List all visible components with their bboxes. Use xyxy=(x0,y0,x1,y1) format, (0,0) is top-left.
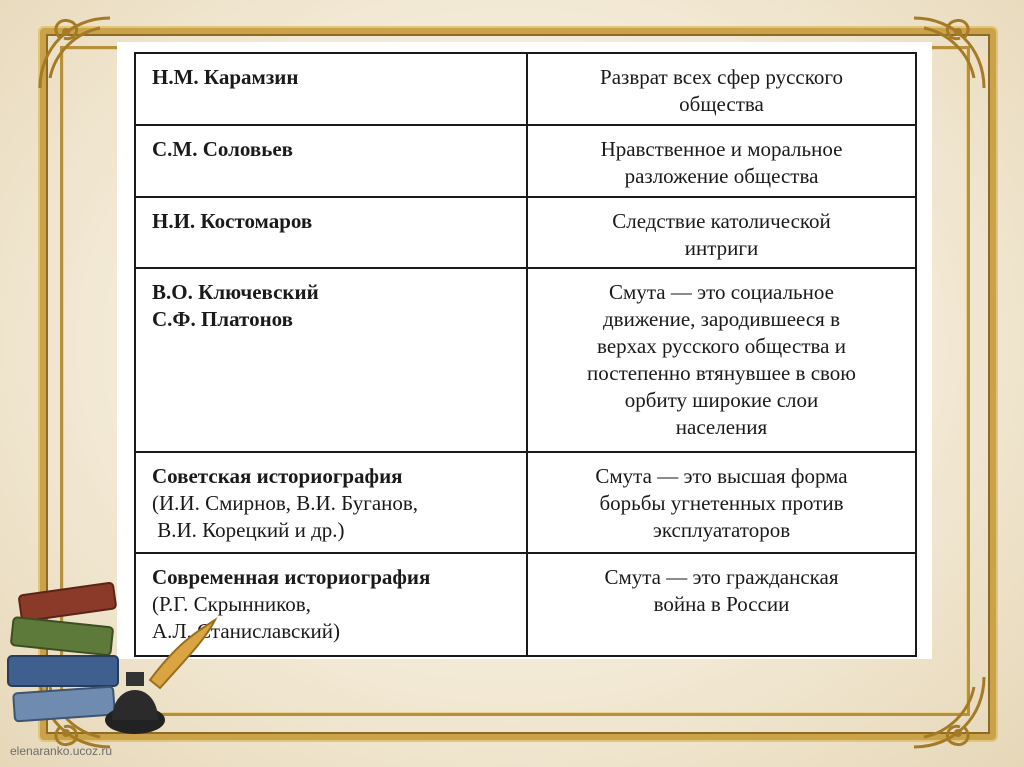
site-watermark: elenaranko.ucoz.ru xyxy=(10,744,113,758)
view-text-line: постепенно втянувшее в свою xyxy=(587,361,856,385)
table-row xyxy=(135,53,916,125)
view-text-line: общества xyxy=(679,92,764,116)
view-text-line: война в России xyxy=(653,592,790,616)
view-text-line: интриги xyxy=(684,236,759,260)
author-name: С.Ф. Платонов xyxy=(152,307,293,331)
view-cell xyxy=(527,197,916,268)
view-text-line: Следствие католической xyxy=(612,209,831,233)
view-text-line: движение, зародившееся в xyxy=(602,307,841,331)
table-row xyxy=(135,197,916,268)
table-row xyxy=(135,452,916,553)
corner-ornament-icon xyxy=(30,8,120,98)
corner-ornament-icon xyxy=(904,667,994,757)
author-name: С.М. Соловьев xyxy=(152,137,293,161)
view-text-line: Смута — это высшая форма xyxy=(595,464,848,488)
view-text-line: орбиту широкие слои xyxy=(624,388,819,412)
view-text-line: эксплуататоров xyxy=(652,518,791,542)
view-cell xyxy=(527,452,916,553)
author-cell xyxy=(135,125,527,197)
author-cell xyxy=(135,197,527,268)
view-text-line: Смута — это социальное xyxy=(609,280,834,304)
table-row xyxy=(135,268,916,452)
author-group-members: А.Л. Станиславский) xyxy=(152,619,341,643)
view-text-line: верхах русского общества и xyxy=(597,334,846,358)
view-cell xyxy=(527,268,916,452)
books-inkwell-illustration xyxy=(0,560,260,760)
author-name: Н.М. Карамзин xyxy=(152,65,299,89)
author-group-members: (И.И. Смирнов, В.И. Буганов, xyxy=(152,491,419,515)
author-name: Н.И. Костомаров xyxy=(152,209,313,233)
view-text-line: разложение общества xyxy=(624,164,819,188)
author-group-title: Советская историография xyxy=(152,464,403,488)
view-text-line: Разврат всех сфер русского xyxy=(600,65,843,89)
view-cell xyxy=(527,125,916,197)
author-group-title: Современная историография xyxy=(152,565,431,589)
author-cell xyxy=(135,268,527,452)
author-cell xyxy=(135,452,527,553)
view-cell xyxy=(527,53,916,125)
author-group-members: (Р.Г. Скрынников, xyxy=(152,592,311,616)
view-text-line: Нравственное и моральное xyxy=(600,137,843,161)
view-text-line: Смута — это гражданская xyxy=(604,565,839,589)
view-text-line: населения xyxy=(675,415,768,439)
table-row xyxy=(135,125,916,197)
author-name: В.О. Ключевский xyxy=(152,280,319,304)
view-cell xyxy=(527,553,916,656)
author-group-members: В.И. Корецкий и др.) xyxy=(152,518,345,542)
view-text-line: борьбы угнетенных против xyxy=(599,491,844,515)
author-cell xyxy=(135,53,527,125)
